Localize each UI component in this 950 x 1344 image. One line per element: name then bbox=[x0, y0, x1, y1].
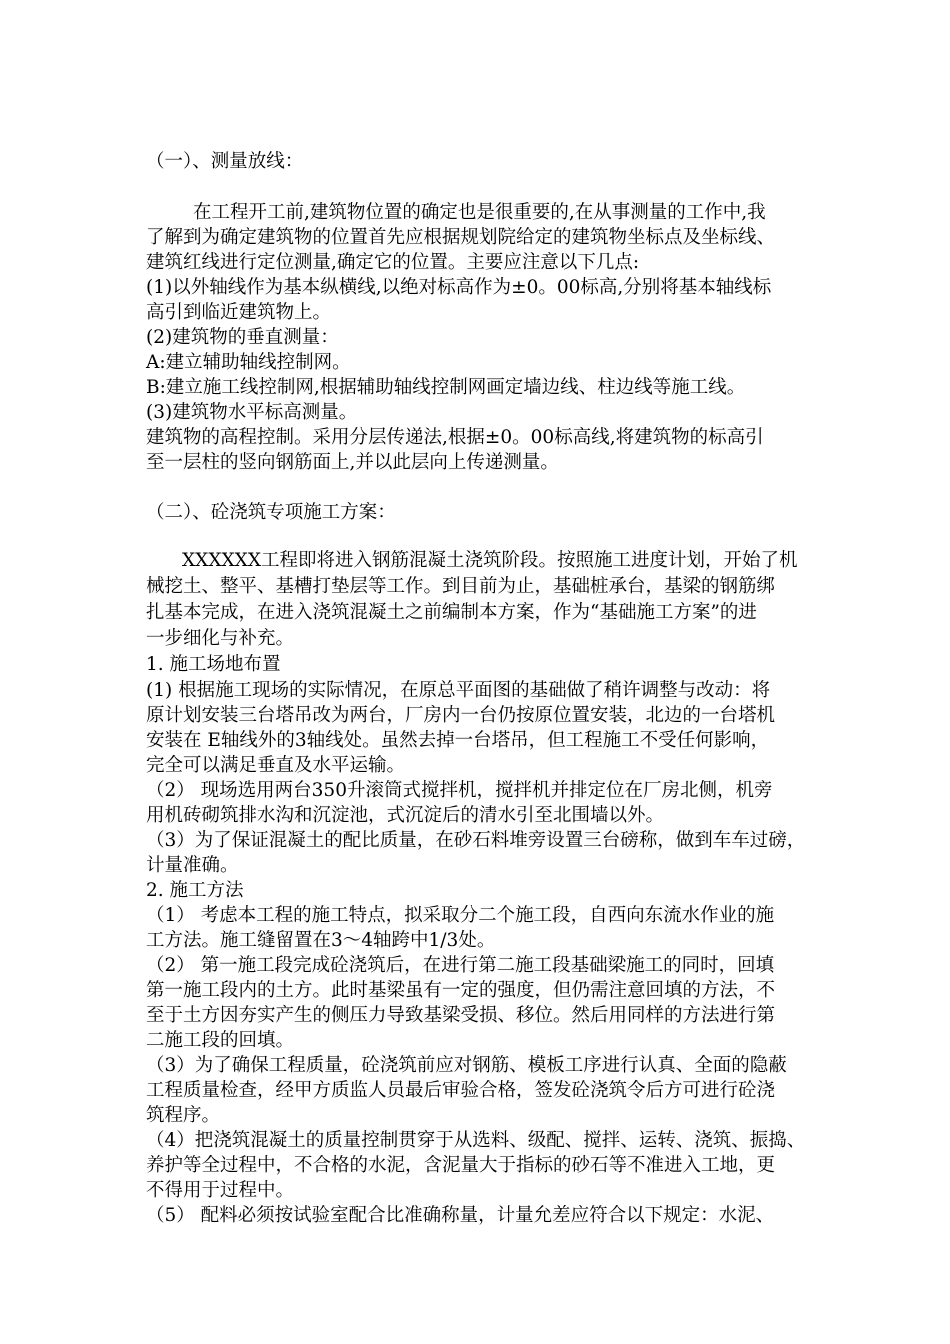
section-heading-survey: （一）、测量放线： bbox=[146, 151, 304, 172]
paragraph-line: 了解到为确定建筑物的位置首先应根据规划院给定的建筑物坐标点及坐标线、 bbox=[146, 227, 776, 248]
paragraph-line: 至于土方因夯实产生的侧压力导致基梁受损、移位。然后用同样的方法进行第 bbox=[146, 1005, 776, 1026]
paragraph-line: A:建立辅助轴线控制网。 bbox=[146, 352, 351, 373]
paragraph-line: 不得用于过程中。 bbox=[146, 1180, 295, 1201]
paragraph-line: B:建立施工线控制网,根据辅助轴线控制网画定墙边线、柱边线等施工线。 bbox=[146, 377, 746, 398]
paragraph-line: 建筑物的高程控制。采用分层传递法,根据±0。00标高线,将建筑物的标高引 bbox=[146, 427, 764, 448]
paragraph-line: 一步细化与补充。 bbox=[146, 628, 295, 649]
paragraph-line: （2） 现场选用两台350升滚筒式搅拌机，搅拌机并排定位在厂房北侧，机旁 bbox=[146, 780, 773, 801]
paragraph-line: （1） 考虑本工程的施工特点，拟采取分二个施工段，自西向东流水作业的施 bbox=[146, 905, 775, 926]
paragraph-line: （3）为了保证混凝土的配比质量，在砂石料堆旁设置三台磅称，做到车车过磅， bbox=[146, 830, 806, 851]
paragraph-line: (1) 根据施工现场的实际情况，在原总平面图的基础做了稍许调整与改动：将 bbox=[146, 680, 771, 701]
paragraph-line: 工程质量检查，经甲方质监人员最后审验合格，签发砼浇筑令后方可进行砼浇 bbox=[146, 1080, 776, 1101]
paragraph-line: 完全可以满足垂直及水平运输。 bbox=[146, 755, 406, 776]
paragraph-line: 第一施工段内的土方。此时基梁虽有一定的强度，但仍需注意回填的方法，不 bbox=[146, 980, 776, 1001]
paragraph-line: (2)建筑物的垂直测量： bbox=[146, 327, 339, 348]
paragraph-line: （3）为了确保工程质量，砼浇筑前应对钢筋、模板工序进行认真、全面的隐蔽 bbox=[146, 1055, 787, 1076]
paragraph-line: 工方法。施工缝留置在3～4轴跨中1/3处。 bbox=[146, 930, 496, 951]
paragraph-line: XXXXXX工程即将进入钢筋混凝土浇筑阶段。按照施工进度计划，开始了机 bbox=[182, 550, 798, 571]
paragraph-line: 至一层柱的竖向钢筋面上,并以此层向上传递测量。 bbox=[146, 452, 559, 473]
paragraph-line: 高引到临近建筑物上。 bbox=[146, 302, 332, 323]
paragraph-line: 在工程开工前,建筑物位置的确定也是很重要的,在从事测量的工作中,我 bbox=[193, 202, 766, 223]
paragraph-line: 原计划安装三台塔吊改为两台，厂房内一台仍按原位置安装，北边的一台塔机 bbox=[146, 705, 776, 726]
paragraph-line: 筑程序。 bbox=[146, 1105, 221, 1126]
paragraph-line: 安装在 E轴线外的3轴线处。虽然去掉一台塔吊，但工程施工不受任何影响， bbox=[146, 730, 770, 751]
paragraph-line: 械挖土、整平、基槽打垫层等工作。到目前为止，基础桩承台，基梁的钢筋绑 bbox=[146, 576, 776, 597]
paragraph-line: （5） 配料必须按试验室配合比准确称量，计量允差应符合以下规定：水泥、 bbox=[146, 1205, 775, 1226]
paragraph-line: 二施工段的回填。 bbox=[146, 1030, 295, 1051]
paragraph-line: （2） 第一施工段完成砼浇筑后，在进行第二施工段基础梁施工的同时，回填 bbox=[146, 955, 775, 976]
paragraph-line: 扎基本完成，在进入浇筑混凝土之前编制本方案，作为“基础施工方案”的进 bbox=[146, 602, 757, 623]
paragraph-line: 建筑红线进行定位测量,确定它的位置。主要应注意以下几点: bbox=[146, 252, 640, 273]
paragraph-line: 养护等全过程中，不合格的水泥，含泥量大于指标的砂石等不准进入工地，更 bbox=[146, 1155, 776, 1176]
paragraph-line: 1. 施工场地布置 bbox=[146, 654, 281, 675]
paragraph-line: 2. 施工方法 bbox=[146, 880, 244, 901]
paragraph-line: 计量准确。 bbox=[146, 855, 239, 876]
paragraph-line: 用机砖砌筑排水沟和沉淀池，式沉淀后的清水引至北围墙以外。 bbox=[146, 805, 665, 826]
paragraph-line: (1)以外轴线作为基本纵横线,以绝对标高作为±0。00标高,分别将基本轴线标 bbox=[146, 277, 772, 298]
paragraph-line: （4）把浇筑混凝土的质量控制贯穿于从选料、级配、搅拌、运转、浇筑、振捣、 bbox=[146, 1130, 806, 1151]
paragraph-line: (3)建筑物水平标高测量。 bbox=[146, 402, 358, 423]
section-heading-concrete: （二）、砼浇筑专项施工方案： bbox=[146, 502, 396, 523]
